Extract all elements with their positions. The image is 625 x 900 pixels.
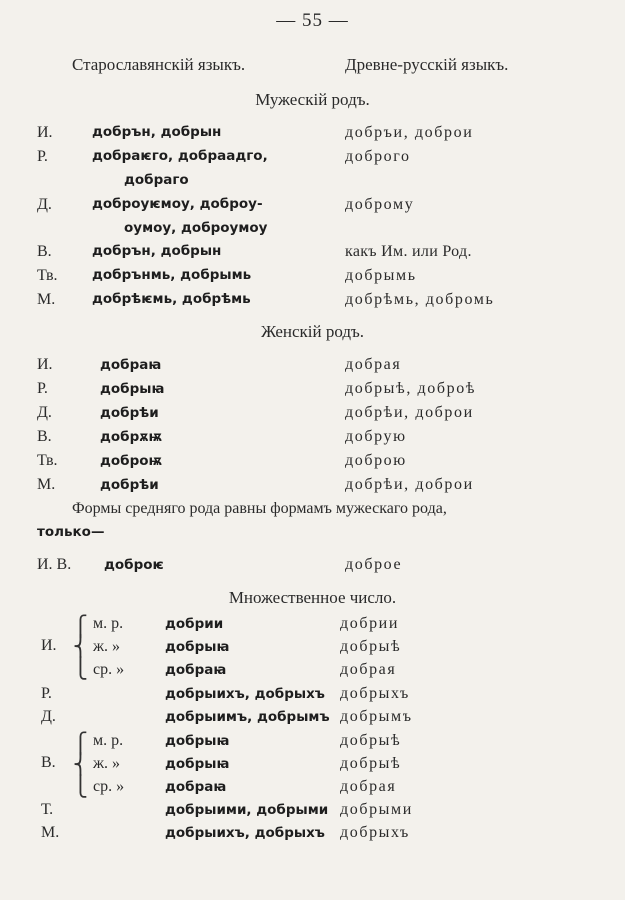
old-russian-form: добрѣмь, добромь (345, 291, 495, 308)
old-russian-form: добръи, доброи (345, 124, 474, 141)
old-russian-form: добрии (340, 615, 400, 632)
case-label: Тв. (37, 267, 58, 284)
gender-label: ср. » (93, 661, 125, 678)
ocs-form: добрыꙗ (165, 639, 230, 655)
left-brace: ⎧ (73, 614, 88, 638)
ocs-form: добрън, добрын (92, 124, 222, 140)
old-russian-form: добрѣи, доброи (345, 404, 474, 421)
page-number: — 55 — (276, 10, 349, 31)
case-label: Тв. (37, 452, 58, 469)
left-brace: ⎨ (73, 634, 88, 658)
ocs-form: добрыими, добрыми (165, 802, 329, 818)
column-header-old-russian: Древне-русскій языкъ. (345, 55, 509, 74)
case-label: В. (37, 428, 52, 445)
column-header-old-church-slavonic: Старославянскій языкъ. (72, 55, 246, 74)
case-label: Р. (37, 148, 48, 165)
case-label: В. (41, 754, 56, 771)
case-label: Д. (37, 196, 52, 213)
ocs-form: добрѣи (100, 477, 159, 493)
old-russian-form: какъ Им. или Род. (345, 243, 472, 260)
case-label: Д. (41, 708, 56, 725)
ocs-form-continuation: оумоу, доброумоу (124, 220, 268, 236)
old-russian-form: добрыѣ (340, 755, 402, 772)
old-russian-form: доброю (345, 452, 407, 469)
left-brace: ⎧ (73, 731, 88, 755)
ocs-form: добрънмь, добрымь (92, 267, 252, 283)
gender-label: ж. » (93, 755, 121, 772)
case-label: Д. (37, 404, 52, 421)
ocs-form: добрыꙗ (165, 756, 230, 772)
left-brace: ⎩ (73, 774, 88, 798)
section-title-masculine: Мужескій родъ. (255, 90, 370, 109)
case-label: Р. (37, 380, 48, 397)
case-label: И. В. (37, 556, 72, 573)
ocs-form: добрыꙗ (165, 733, 230, 749)
case-label: М. (37, 291, 56, 308)
old-russian-form: добрыхъ (340, 824, 410, 841)
old-russian-form: добрыѣ, доброѣ (345, 380, 477, 397)
ocs-form: добрыихъ, добрыхъ (165, 825, 325, 841)
old-russian-form: доброе (345, 556, 403, 573)
old-russian-form: добрыми (340, 801, 413, 818)
ocs-form: доброѭ (100, 453, 163, 469)
ocs-form: добрыимъ, добрымъ (165, 709, 330, 725)
old-russian-form: добрая (340, 778, 397, 795)
old-russian-form: добрымь (345, 267, 417, 284)
gender-label: м. р. (93, 732, 124, 749)
old-russian-form: добрая (340, 661, 397, 678)
case-label: М. (41, 824, 60, 841)
old-russian-form: добрую (345, 428, 407, 445)
ocs-form: добрѣи (100, 405, 159, 421)
ocs-form: добрѣѥмь, добрѣмь (92, 291, 251, 307)
ocs-form-continuation: добраго (124, 172, 189, 188)
case-label: В. (37, 243, 52, 260)
ocs-form: добрън, добрын (92, 243, 222, 259)
gender-label: м. р. (93, 615, 124, 632)
case-label: Т. (41, 801, 54, 818)
case-label: Р. (41, 685, 52, 702)
ocs-form: добраꙗ (100, 357, 162, 373)
section-title-feminine: Женскій родъ. (260, 322, 365, 341)
ocs-form: добрыихъ, добрыхъ (165, 686, 325, 702)
gender-label: ср. » (93, 778, 125, 795)
old-russian-form: доброго (345, 148, 411, 165)
old-russian-form: добрыхъ (340, 685, 410, 702)
ocs-form: добрѫѭ (100, 429, 163, 445)
old-russian-form: добрыѣ (340, 638, 402, 655)
left-brace: ⎩ (73, 656, 88, 680)
case-label: И. (41, 637, 57, 654)
gender-label: ж. » (93, 638, 121, 655)
case-label: И. (37, 124, 53, 141)
old-russian-form: добрѣи, доброи (345, 476, 474, 493)
neuter-note: Формы средняго рода равны формамъ мужескаго рода, (72, 500, 447, 517)
neuter-note-continuation: только— (37, 524, 105, 540)
case-label: И. (37, 356, 53, 373)
old-russian-form: добрымъ (340, 708, 413, 725)
ocs-form: доброѥ (104, 557, 164, 573)
old-russian-form: добрая (345, 356, 402, 373)
old-russian-form: добрыѣ (340, 732, 402, 749)
ocs-form: добраꙗ (165, 779, 227, 795)
ocs-form: добраꙗ (165, 662, 227, 678)
left-brace: ⎨ (73, 752, 88, 776)
ocs-form: доброуѥмоу, доброу- (92, 196, 263, 212)
ocs-form: добраѥго, добраадго, (92, 148, 268, 164)
old-russian-form: доброму (345, 196, 415, 213)
case-label: М. (37, 476, 56, 493)
ocs-form: добрии (165, 616, 224, 632)
ocs-form: добрыꙗ (100, 381, 165, 397)
section-title-plural: Множественное число. (228, 588, 397, 607)
